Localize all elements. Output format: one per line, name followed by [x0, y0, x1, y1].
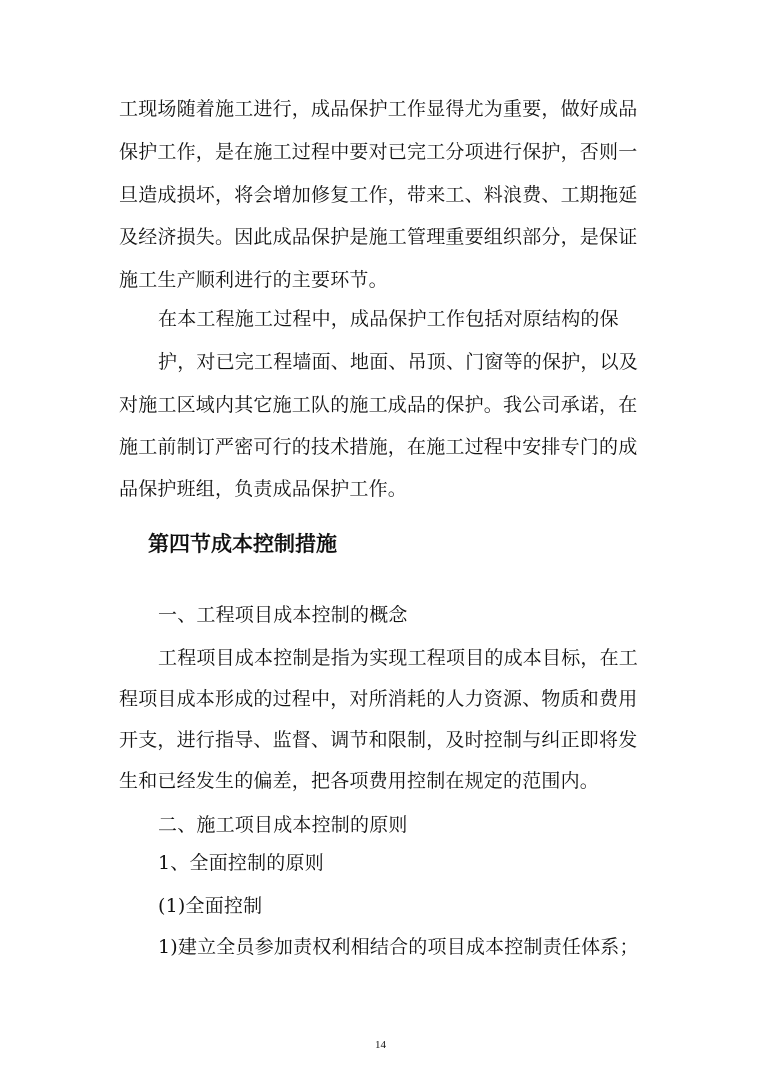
text-line: 保护工作，是在施工过程中要对已完工分项进行保护，否则一 [119, 141, 638, 163]
list-item: 1、全面控制的原则 [158, 852, 324, 874]
text-line: 对施工区域内其它施工队的施工成品的保护。我公司承诺，在 [119, 394, 638, 416]
section-heading: 第四节成本控制措施 [148, 532, 337, 556]
list-item: 1)建立全员参加责权利相结合的项目成本控制责任体系； [158, 936, 639, 958]
text-line: 施工生产顺利进行的主要环节。 [119, 269, 388, 291]
subheading-concept: 一、工程项目成本控制的概念 [158, 604, 408, 626]
text-line: 开支，进行指导、监督、调节和限制，及时控制与纠正即将发 [119, 729, 638, 751]
text-line: 程项目成本形成的过程中，对所消耗的人力资源、物质和费用 [119, 688, 638, 710]
subheading-principles: 二、施工项目成本控制的原则 [158, 814, 408, 836]
text-line: 工程项目成本控制是指为实现工程项目的成本目标，在工 [158, 647, 639, 669]
text-line: 生和已经发生的偏差，把各项费用控制在规定的范围内。 [119, 770, 600, 792]
text-line: 工现场随着施工进行，成品保护工作显得尤为重要，做好成品 [119, 98, 638, 120]
text-line: 旦造成损坏，将会增加修复工作，带来工、料浪费、工期拖延 [119, 184, 638, 206]
text-line: 及经济损失。因此成品保护是施工管理重要组织部分，是保证 [119, 226, 638, 248]
page-number: 14 [375, 1039, 386, 1051]
text-line: 护，对已完工程墙面、地面、吊顶、门窗等的保护，以及 [158, 351, 639, 373]
text-line: 品保护班组，负责成品保护工作。 [119, 478, 408, 500]
text-line: 在本工程施工过程中，成品保护工作包括对原结构的保 [158, 308, 619, 330]
list-item: (1)全面控制 [158, 895, 263, 917]
text-line: 施工前制订严密可行的技术措施，在施工过程中安排专门的成 [119, 436, 638, 458]
